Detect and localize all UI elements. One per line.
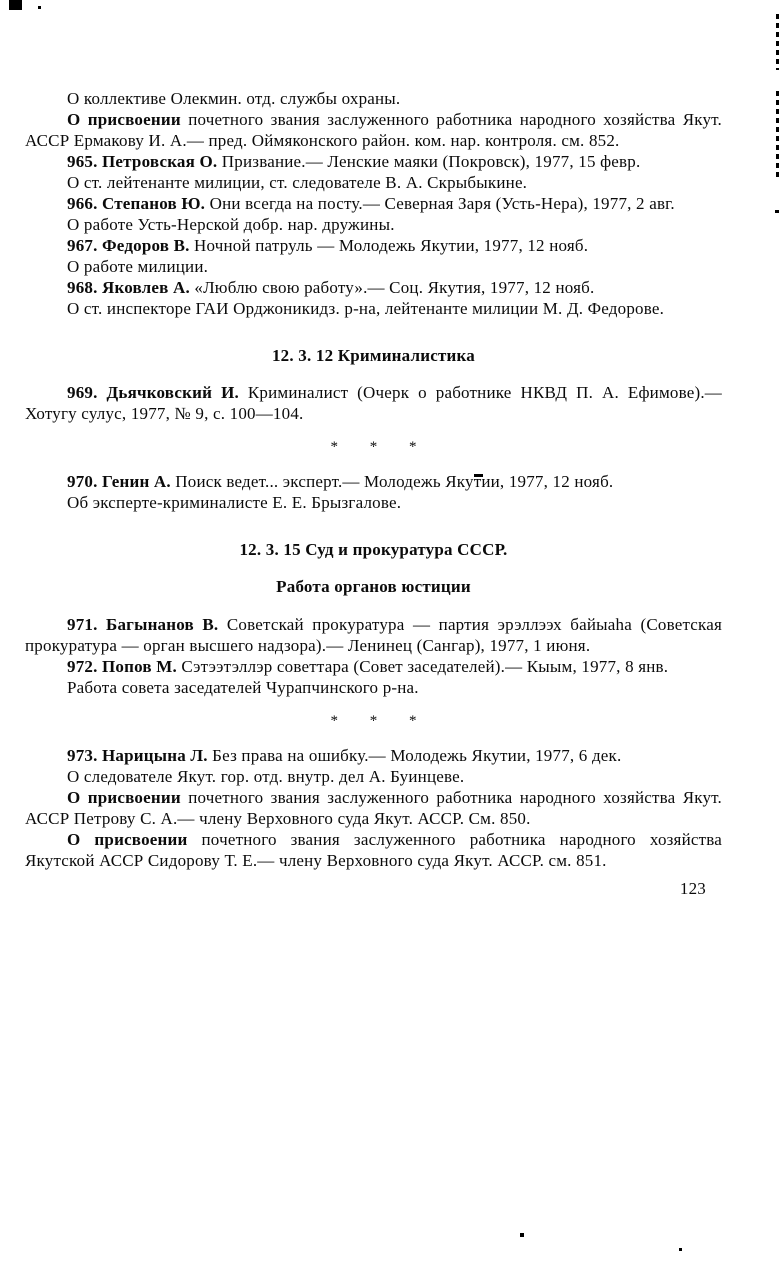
subsection-heading-justice: Работа органов юстиции: [276, 577, 471, 596]
entry-967: 967. Федоров В. Ночной патруль — Молодежь Якутии, 1977, 12 нояб.: [67, 236, 589, 255]
scan-speck: [38, 6, 41, 9]
annotation: О ст. инспекторе ГАИ Орджоникидз. р-на, лейтенанте милиции М. Д. Федорове.: [67, 299, 665, 318]
entry-number-author: 965. Петровская О.: [67, 152, 218, 171]
entry-970: 970. Генин А. Поиск ведет... эксперт.— Молодежь Якутии, 1977, 12 нояб.: [67, 472, 614, 491]
scan-speck: [679, 1248, 682, 1251]
entry-number-author: 966. Степанов Ю.: [67, 194, 206, 213]
entry-968: 968. Яковлев А. «Люблю свою работу».— Соц. Якутия, 1977, 12 нояб.: [67, 278, 595, 297]
annotation: О следователе Якут. гор. отд. внутр. дел А. Буинцеве.: [67, 767, 465, 786]
annotation: О присвоении почетного звания заслуженного работника народного хозяйства Якутской АССР Сидорову Т. Е.— члену Верховного суда Якут. АССР. см. 851.: [25, 830, 722, 870]
annotation: Об эксперте-криминалисте Е. Е. Брызгалове.: [67, 493, 402, 512]
annotation: О присвоении почетного звания заслуженного работника народного хозяйства Якут. АССР Ермакову И. А.— пред. Оймяконского район. ком. нар. контроля. см. 852.: [25, 110, 722, 150]
entry-number-author: 969. Дьячковский И.: [67, 383, 239, 402]
section-heading-court-prosecution: 12. 3. 15 Суд и прокуратура СССР.: [239, 540, 508, 559]
scan-speck: [520, 1233, 524, 1237]
annotation: О присвоении почетного звания заслуженного работника народного хозяйства Якут. АССР Петрову С. А.— члену Верховного суда Якут. АССР. См. 850.: [25, 788, 722, 828]
scan-edge-dash: [776, 91, 779, 177]
asterisk-separator: * * *: [330, 439, 431, 455]
annotation-lead: О присвоении: [67, 788, 181, 807]
scan-speck: [775, 210, 779, 213]
page-number: 123: [679, 879, 706, 898]
annotation: О работе милиции.: [67, 257, 209, 276]
scan-corner-mark: [9, 0, 22, 10]
annotation: Работа совета заседателей Чурапчинского р-на.: [67, 678, 419, 697]
scan-edge-dash: [776, 14, 779, 70]
entry-number-author: 967. Федоров В.: [67, 236, 190, 255]
annotation-lead: О присвоении: [67, 830, 188, 849]
section-heading-criminalistics: 12. 3. 12 Криминалистика: [271, 346, 475, 365]
entry-number-author: 972. Попов М.: [67, 657, 177, 676]
entry-number-author: 970. Генин А.: [67, 472, 171, 491]
scanned-page: [25, 88, 722, 916]
annotation: О ст. лейтенанте милиции, ст. следователе В. А. Скрыбыкине.: [67, 173, 528, 192]
entry-number-author: 971. Багынанов В.: [67, 615, 219, 634]
annotation: О коллективе Олекмин. отд. службы охраны.: [67, 89, 401, 108]
entry-966: 966. Степанов Ю. Они всегда на посту.— Северная Заря (Усть-Нера), 1977, 2 авг.: [67, 194, 675, 213]
entry-969: 969. Дьячковский И. Криминалист (Очерк о работнике НКВД П. А. Ефимове).— Хотугу сулус, 1977, № 9, с. 100—104.: [25, 383, 722, 423]
entry-971: 971. Багынанов В. Советскай прокуратура — партия эрэллээх байыаһа (Советская прокуратура — орган высшего надзора).— Ленинец (Сангар), 1977, 1 июня.: [25, 615, 722, 655]
annotation-lead: О присвоении: [67, 110, 181, 129]
entry-973: 973. Нарицына Л. Без права на ошибку.— Молодежь Якутии, 1977, 6 дек.: [67, 746, 622, 765]
entry-972: 972. Попов М. Сэтээтэллэр советтара (Совет заседателей).— Кыым, 1977, 8 янв.: [67, 657, 669, 676]
entry-number-author: 968. Яковлев А.: [67, 278, 190, 297]
entry-number-author: 973. Нарицына Л.: [67, 746, 208, 765]
annotation: О работе Усть-Нерской добр. нар. дружины.: [67, 215, 395, 234]
entry-965: 965. Петровская О. Призвание.— Ленские маяки (Покровск), 1977, 15 февр.: [67, 152, 641, 171]
asterisk-separator: * * *: [330, 713, 431, 729]
